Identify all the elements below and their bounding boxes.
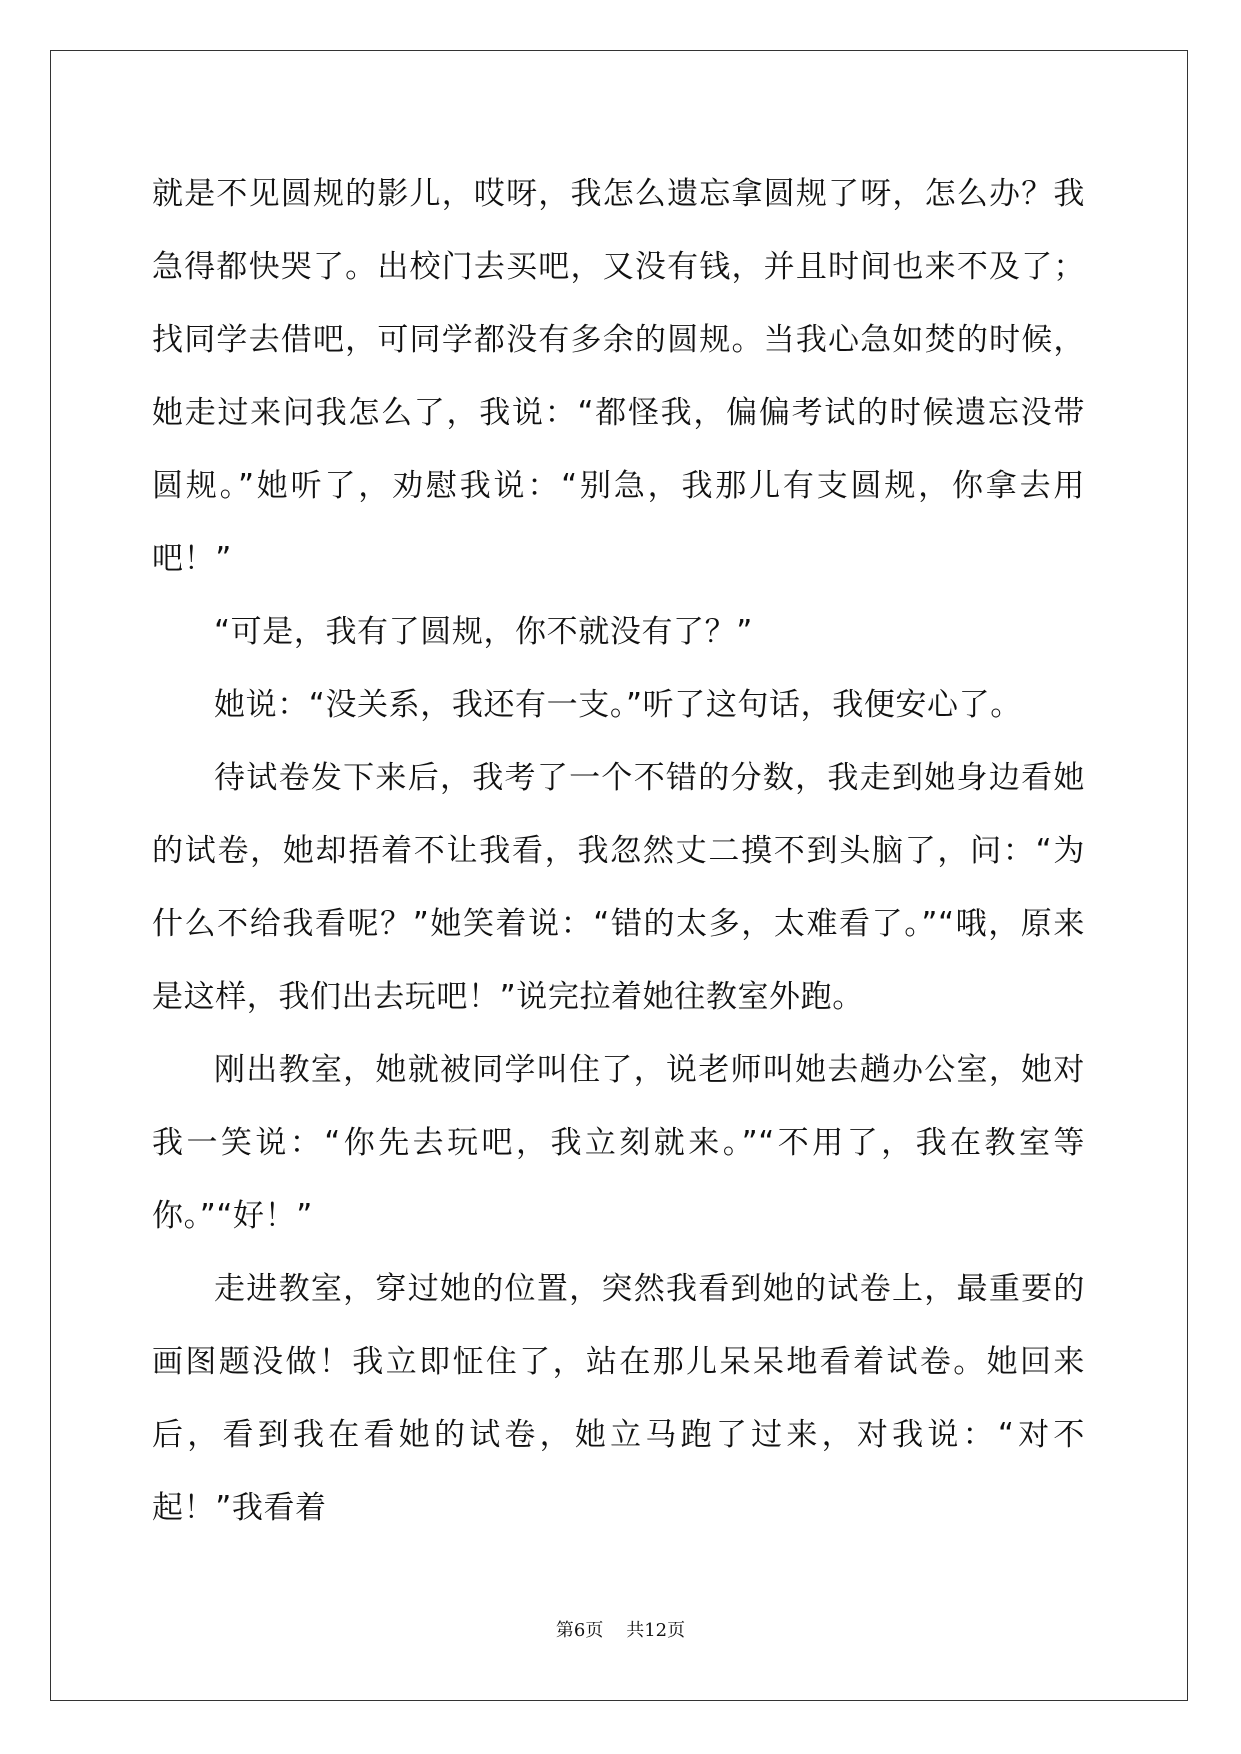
page-footer bbox=[0, 1619, 1241, 1643]
document-body bbox=[152, 158, 1085, 1545]
paragraph-6: 走进教室，穿过她的位置，突然我看到她的试卷上，最重要的画图题没做！我立即怔住了，站在那儿呆呆地看着试卷。她回来后，看到我在看她的试卷，她立马跑了过来，对我说：“对不起！”我看着 bbox=[152, 1271, 1085, 1526]
paragraph-5: 刚出教室，她就被同学叫住了，说老师叫她去趟办公室，她对我一笑说：“你先去玩吧，我立刻就来。”“不用了，我在教室等你。”“好！” bbox=[152, 1052, 1085, 1234]
paragraph-3: 她说：“没关系，我还有一支。”听了这句话，我便安心了。 bbox=[214, 687, 1022, 723]
paragraph-1: 就是不见圆规的影儿，哎呀，我怎么遗忘拿圆规了呀，怎么办？我急得都快哭了。出校门去买吧，又没有钱，并且时间也来不及了；找同学去借吧，可同学都没有多余的圆规。当我心急如焚的时候，她走过来问我怎么了，我说：“都怪我，偏偏考试的时候遗忘没带圆规。”她听了，劝慰我说：“别急，我那儿有支圆规，你拿去用吧！” bbox=[152, 176, 1085, 577]
paragraph-2: “可是，我有了圆规，你不就没有了？” bbox=[214, 614, 753, 650]
paragraph-4: 待试卷发下来后，我考了一个不错的分数，我走到她身边看她的试卷，她却捂着不让我看，我忽然丈二摸不到头脑了，问：“为什么不给我看呢？”她笑着说：“错的太多，太难看了。”“哦，原来是这样，我们出去玩吧！”说完拉着她往教室外跑。 bbox=[152, 760, 1085, 1015]
total-pages: 共12页 bbox=[626, 1620, 686, 1641]
page-number: 第6页 bbox=[555, 1620, 604, 1641]
